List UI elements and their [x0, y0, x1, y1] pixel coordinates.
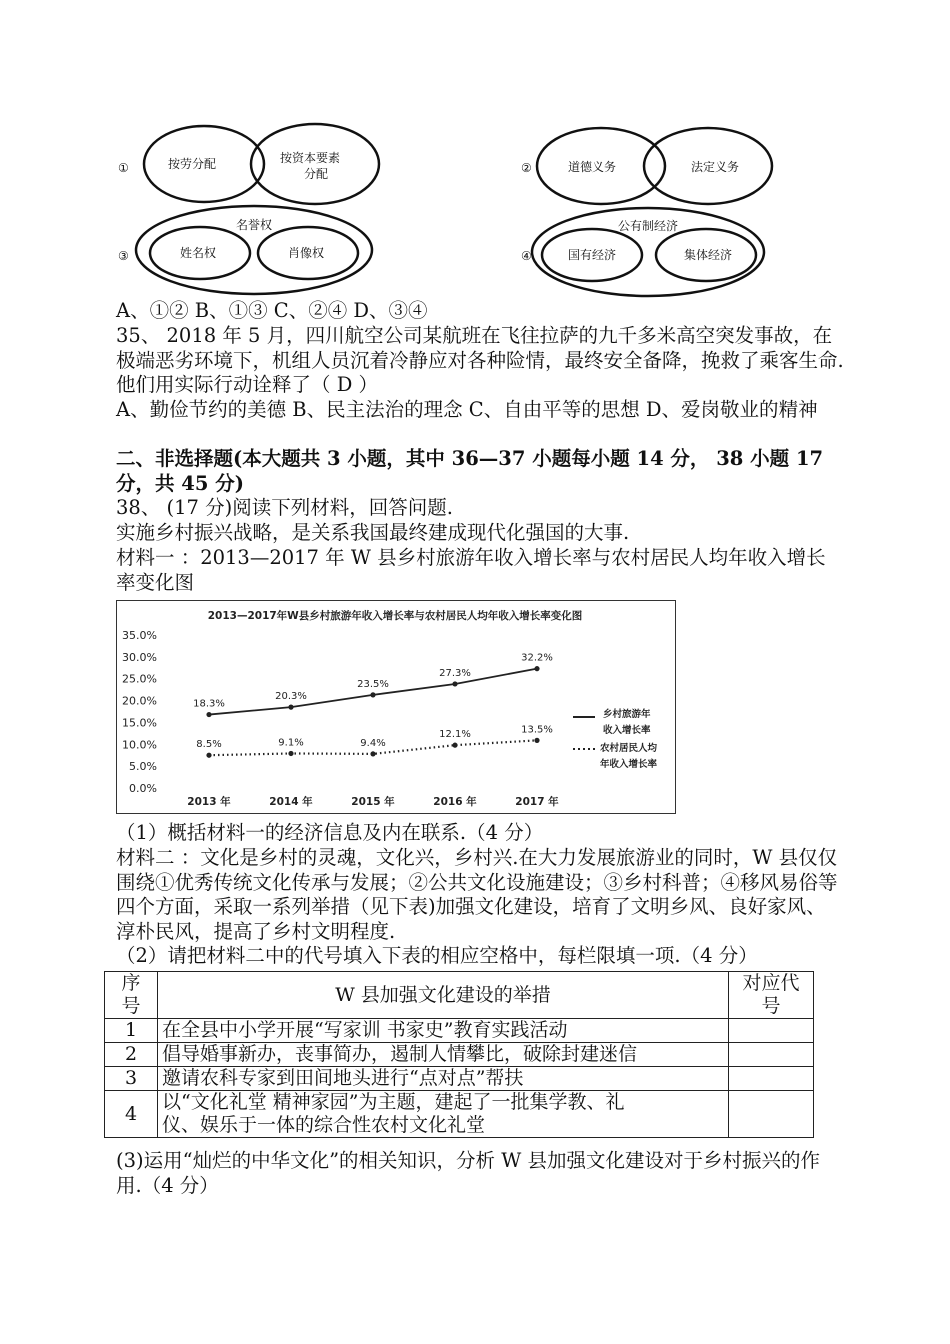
- data-point: [452, 681, 457, 686]
- table-header-row: [105, 972, 814, 1019]
- header-measure: W 县加强文化建设的举措: [158, 972, 729, 1019]
- growth-rate-chart: [116, 600, 676, 814]
- material-2: 材料二 ：文化是乡村的灵魂，文化兴，乡村兴.在大力发展旅游业的同时，W 县仅仅围绕①优秀传统文化传承与发展；②公共文化设施建设；③乡村科普；④移风易俗等四个方面，采取一系列举措（见下表)加强文化建设，培育了文明乡风、良好家风、淳朴民风，提高了乡村文明程度.: [116, 846, 838, 943]
- section-2-title: 二、非选择题(本大题共 3 小题，其中 36—37 小题每小题 14 分， 38 小题 17 分，共 45 分): [116, 447, 824, 495]
- marker-2: ②: [521, 161, 532, 175]
- header-seq: [105, 972, 158, 1019]
- row-text: 在全县中小学开展“写家训 书家史”教育实践活动: [158, 1019, 729, 1043]
- data-label: 13.5%: [521, 724, 553, 736]
- data-point: [206, 712, 211, 717]
- row-num: 2: [105, 1043, 158, 1067]
- legend-tourism-l2: 收入增长率: [603, 725, 651, 736]
- row-code-cell[interactable]: [729, 1019, 814, 1043]
- row-code-cell[interactable]: [729, 1067, 814, 1091]
- data-label: 8.5%: [196, 739, 222, 751]
- q34-options: A、①② B、①③ C、②④ D、③④: [116, 299, 428, 322]
- row-num: 1: [105, 1019, 158, 1043]
- label-name-right: 姓名权: [180, 246, 217, 260]
- legend-tourism-l1: 乡村旅游年: [603, 709, 651, 720]
- chart-title: 2013—2017年W县乡村旅游年收入增长率与农村居民人均年收入增长率变化图: [207, 610, 583, 622]
- y-tick-label: 30.0%: [122, 650, 157, 664]
- data-label: 9.1%: [278, 737, 304, 749]
- row-text-l1: 以“文化礼堂 精神家园”为主题，建起了一批集学教、礼: [162, 1091, 625, 1113]
- label-legal: 法定义务: [691, 160, 740, 174]
- y-tick-label: 0.0%: [129, 782, 157, 795]
- row-text: 倡导婚事新办，丧事简办，遏制人情攀比，破除封建迷信: [158, 1043, 729, 1067]
- row-num: 4: [105, 1091, 158, 1138]
- q35-stem: 35、 2018 年 5 月，四川航空公司某航班在飞往拉萨的九千多米高空突发事故，在极端恶劣环境下，机组人员沉着冷静应对各种险情，最终安全备降，挽救了乘客生命.他们用实际行动诠释了（ D ）: [116, 324, 844, 396]
- data-label: 23.5%: [357, 678, 389, 690]
- concept-diagrams: [118, 118, 808, 298]
- y-tick-label: 5.0%: [129, 760, 157, 774]
- row-code-cell[interactable]: [729, 1043, 814, 1067]
- label-moral: 道德义务: [568, 160, 617, 174]
- x-tick-label: 2014 年: [269, 796, 313, 808]
- q38-2: （2）请把材料二中的代号填入下表的相应空格中，每栏限填一项.（4 分）: [116, 944, 758, 967]
- label-reputation: 名誉权: [236, 218, 273, 232]
- x-tick-label: 2013 年: [187, 796, 231, 808]
- x-tick-label: 2015 年: [351, 796, 395, 808]
- q38-3: (3)运用“灿烂的中华文化”的相关知识，分析 W 县加强文化建设对于乡村振兴的作用.（4 分）: [116, 1149, 820, 1197]
- q38-1: （1）概括材料一的经济信息及内在联系.（4 分）: [116, 821, 544, 844]
- label-state: 国有经济: [568, 248, 617, 262]
- data-point: [452, 743, 457, 748]
- header-code: [729, 972, 814, 1019]
- header-seq-l2: 号: [121, 995, 141, 1017]
- y-tick-label: 15.0%: [122, 716, 157, 730]
- row-text-l2: 仪、娱乐于一体的综合性农村文化礼堂: [162, 1114, 486, 1136]
- table-row: [105, 1043, 814, 1067]
- row-text: 邀请农科专家到田间地头进行“点对点”帮扶: [158, 1067, 729, 1091]
- header-code-l2: 号: [761, 995, 781, 1017]
- row-num: 3: [105, 1067, 158, 1091]
- header-seq-l1: 序: [121, 972, 141, 994]
- label-labor: 按劳分配: [168, 157, 217, 171]
- row-text: [158, 1091, 729, 1138]
- data-point: [534, 666, 539, 671]
- header-code-l1: 对应代: [742, 972, 800, 994]
- q38-stem: 38、 (17 分)阅读下列材料，回答问题.: [116, 496, 453, 519]
- data-label: 20.3%: [275, 691, 307, 703]
- x-tick-label: 2016 年: [433, 796, 477, 808]
- material-1: 材料一 ：2013—2017 年 W 县乡村旅游年收入增长率与农村居民人均年收入增长率变化图: [116, 546, 826, 594]
- data-point: [370, 692, 375, 697]
- data-point: [206, 753, 211, 758]
- label-public: 公有制经济: [618, 219, 679, 233]
- measures-table: [104, 971, 814, 1138]
- marker-1: ①: [118, 161, 129, 175]
- y-tick-label: 10.0%: [122, 738, 157, 752]
- x-tick-label: 2017 年: [515, 796, 559, 808]
- data-label: 18.3%: [193, 698, 225, 710]
- data-label: 32.2%: [521, 652, 553, 664]
- legend-rural-l2: 年收入增长率: [600, 759, 658, 770]
- table-row: [105, 1019, 814, 1043]
- label-capital-1: 按资本要素: [280, 151, 341, 165]
- row-code-cell[interactable]: [729, 1091, 814, 1138]
- data-label: 9.4%: [360, 737, 386, 749]
- marker-3: ③: [118, 249, 129, 263]
- data-point: [288, 705, 293, 710]
- data-label: 12.1%: [439, 729, 471, 741]
- q35-options: A、勤俭节约的美德 B、民主法治的理念 C、自由平等的思想 D、爱岗敬业的精神: [116, 398, 818, 421]
- q38-intro: 实施乡村振兴战略，是关系我国最终建成现代化强国的大事.: [116, 521, 630, 544]
- data-point: [288, 751, 293, 756]
- table-row: [105, 1091, 814, 1138]
- data-point: [370, 751, 375, 756]
- data-label: 27.3%: [439, 667, 471, 679]
- marker-4: ④: [521, 249, 532, 263]
- table-row: [105, 1067, 814, 1091]
- data-point: [534, 738, 539, 743]
- label-capital-2: 分配: [304, 167, 329, 181]
- label-portrait-right: 肖像权: [288, 246, 325, 260]
- legend-rural-l1: 农村居民人均: [600, 743, 658, 754]
- y-tick-label: 35.0%: [122, 629, 157, 642]
- label-collective: 集体经济: [684, 248, 733, 262]
- y-tick-label: 20.0%: [122, 694, 157, 708]
- y-tick-label: 25.0%: [122, 672, 157, 686]
- series-line-1: [209, 669, 537, 715]
